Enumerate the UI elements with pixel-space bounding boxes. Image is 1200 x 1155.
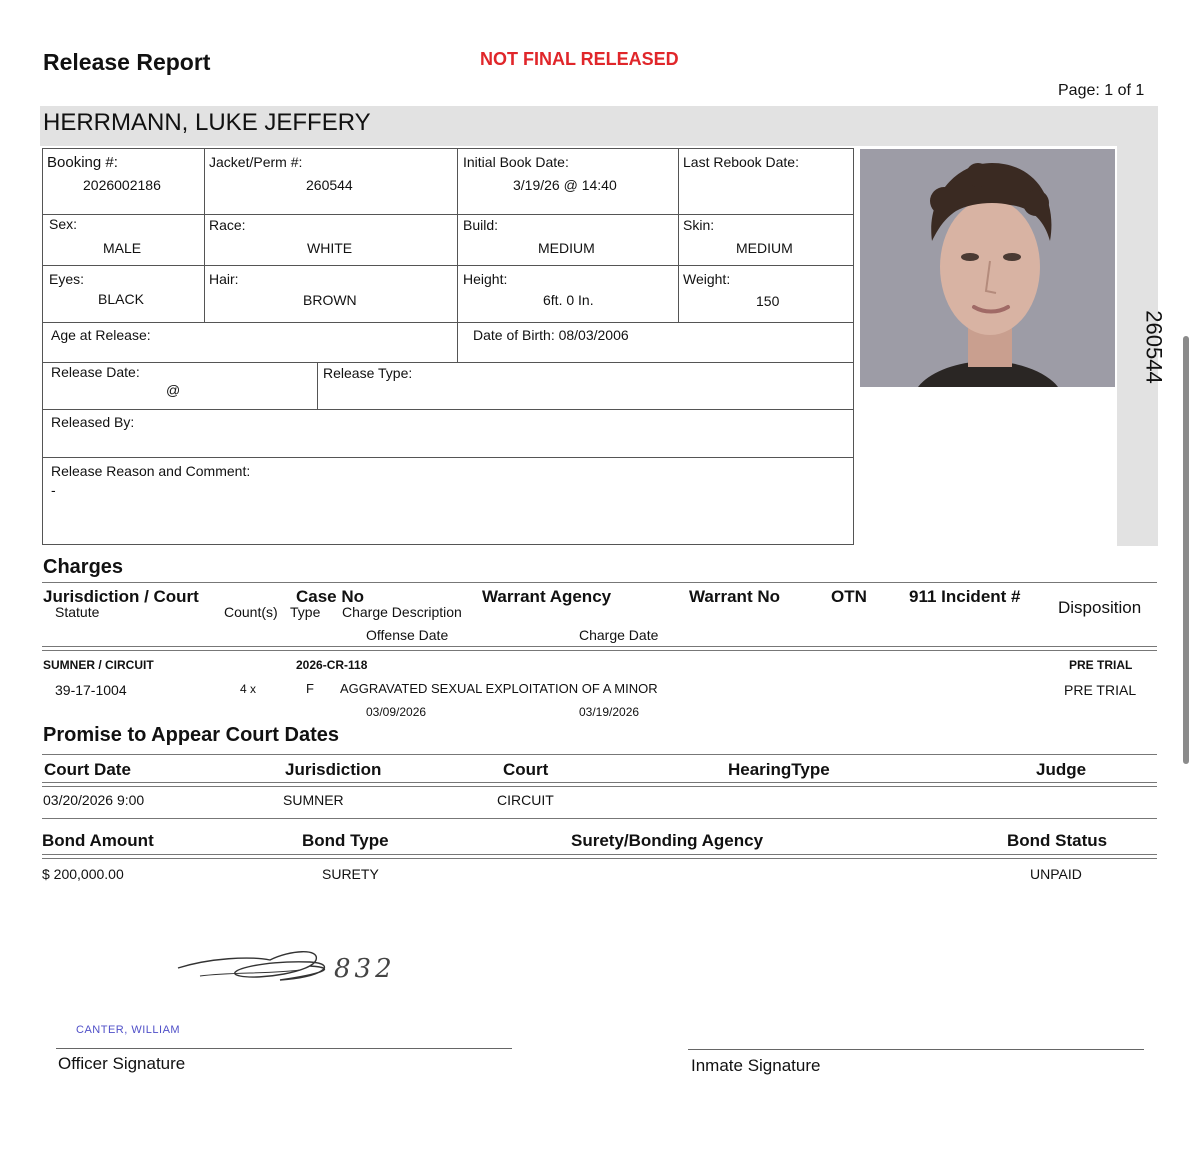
header-court: Court — [503, 760, 549, 779]
initial-book-value: 3/19/26 @ 14:40 — [513, 177, 617, 193]
header-charge-description: Charge Description — [342, 604, 462, 620]
bond-amount-value: $ 200,000.00 — [42, 866, 124, 882]
officer-printed-name: CANTER, WILLIAM — [76, 1024, 181, 1036]
header-court-jurisdiction: Jurisdiction — [285, 760, 382, 779]
inmate-signature-label: Inmate Signature — [691, 1056, 821, 1075]
report-title: Release Report — [43, 49, 211, 75]
hair-label: Hair: — [209, 271, 239, 287]
officer-handwritten-signature — [170, 940, 430, 1005]
booking-number-value: 2026002186 — [83, 177, 161, 193]
header-otn: OTN — [831, 587, 867, 606]
court-jurisdiction-value: SUMNER — [283, 792, 344, 808]
header-warrant-agency: Warrant Agency — [482, 587, 612, 606]
weight-value: 150 — [756, 293, 780, 309]
booking-number-label: Booking #: — [47, 154, 118, 171]
sex-label: Sex: — [49, 216, 78, 232]
skin-label: Skin: — [683, 217, 715, 233]
header-bond-type: Bond Type — [302, 831, 389, 850]
header-warrant-no: Warrant No — [689, 587, 780, 606]
bond-status-value: UNPAID — [1030, 866, 1082, 882]
skin-value: MEDIUM — [736, 240, 793, 256]
header-offense-date: Offense Date — [366, 627, 449, 643]
handwritten-note: 832 — [334, 954, 396, 984]
eyes-value: BLACK — [98, 291, 144, 307]
jacket-value: 260544 — [306, 177, 353, 193]
released-by-label: Released By: — [51, 414, 135, 430]
height-label: Height: — [463, 271, 508, 287]
release-date-label: Release Date: — [51, 364, 140, 380]
header-bond-amount: Bond Amount — [42, 831, 154, 850]
race-label: Race: — [209, 217, 246, 233]
header-type: Type — [290, 604, 321, 620]
bond-type-value: SURETY — [322, 866, 379, 882]
charge-disposition: PRE TRIAL — [1064, 682, 1137, 698]
build-value: MEDIUM — [538, 240, 595, 256]
header-disposition: Disposition — [1058, 598, 1142, 617]
header-statute: Statute — [55, 604, 100, 620]
court-date-value: 03/20/2026 9:00 — [43, 792, 145, 808]
hair-value: BROWN — [303, 292, 357, 308]
header-counts: Count(s) — [224, 604, 278, 620]
court-dates-section-title: Promise to Appear Court Dates — [43, 724, 339, 746]
date-of-birth: Date of Birth: 08/03/2006 — [473, 327, 629, 343]
charge-charge-date: 03/19/2026 — [579, 705, 640, 719]
inmate-name: HERRMANN, LUKE JEFFERY — [43, 109, 371, 136]
page-number: Page: 1 of 1 — [1058, 82, 1145, 99]
release-reason-value: - — [51, 482, 56, 498]
charge-disposition-top: PRE TRIAL — [1069, 658, 1133, 672]
height-value: 6ft. 0 In. — [543, 292, 594, 308]
header-case-no: Case No — [296, 587, 365, 606]
header-jurisdiction-court: Jurisdiction / Court — [43, 587, 199, 606]
eyes-label: Eyes: — [49, 271, 85, 287]
release-type-label: Release Type: — [323, 365, 413, 381]
initial-book-label: Initial Book Date: — [463, 154, 569, 170]
court-value: CIRCUIT — [497, 792, 554, 808]
charge-offense-date: 03/09/2026 — [366, 705, 427, 719]
charge-description: AGGRAVATED SEXUAL EXPLOITATION OF A MINOR — [340, 681, 658, 696]
charges-section-title: Charges — [43, 556, 124, 578]
charge-statute: 39-17-1004 — [55, 682, 127, 698]
booking-info-grid — [42, 148, 854, 545]
release-date-value: @ — [166, 382, 181, 398]
header-charge-date: Charge Date — [579, 627, 659, 643]
booking-photo — [860, 149, 1115, 387]
header-911-incident: 911 Incident # — [909, 587, 1021, 606]
charge-counts: 4 x — [240, 682, 257, 696]
build-label: Build: — [463, 217, 499, 233]
weight-label: Weight: — [683, 271, 731, 287]
charge-case-no: 2026-CR-118 — [296, 658, 368, 672]
age-at-release-label: Age at Release: — [51, 327, 151, 343]
race-value: WHITE — [307, 240, 353, 256]
header-bond-status: Bond Status — [1007, 831, 1108, 850]
header-hearing-type: HearingType — [728, 760, 830, 779]
release-reason-label: Release Reason and Comment: — [51, 463, 251, 479]
header-judge: Judge — [1036, 760, 1087, 779]
charge-type: F — [306, 681, 314, 696]
last-rebook-label: Last Rebook Date: — [683, 154, 799, 170]
charge-jurisdiction: SUMNER / CIRCUIT — [43, 658, 154, 672]
officer-signature-label: Officer Signature — [58, 1054, 186, 1073]
sex-value: MALE — [103, 240, 142, 256]
header-surety-agency: Surety/Bonding Agency — [571, 831, 764, 850]
scrollbar-thumb[interactable] — [1183, 336, 1189, 764]
release-status: NOT FINAL RELEASED — [480, 49, 679, 69]
jacket-label: Jacket/Perm #: — [209, 154, 303, 170]
header-court-date: Court Date — [44, 760, 131, 779]
